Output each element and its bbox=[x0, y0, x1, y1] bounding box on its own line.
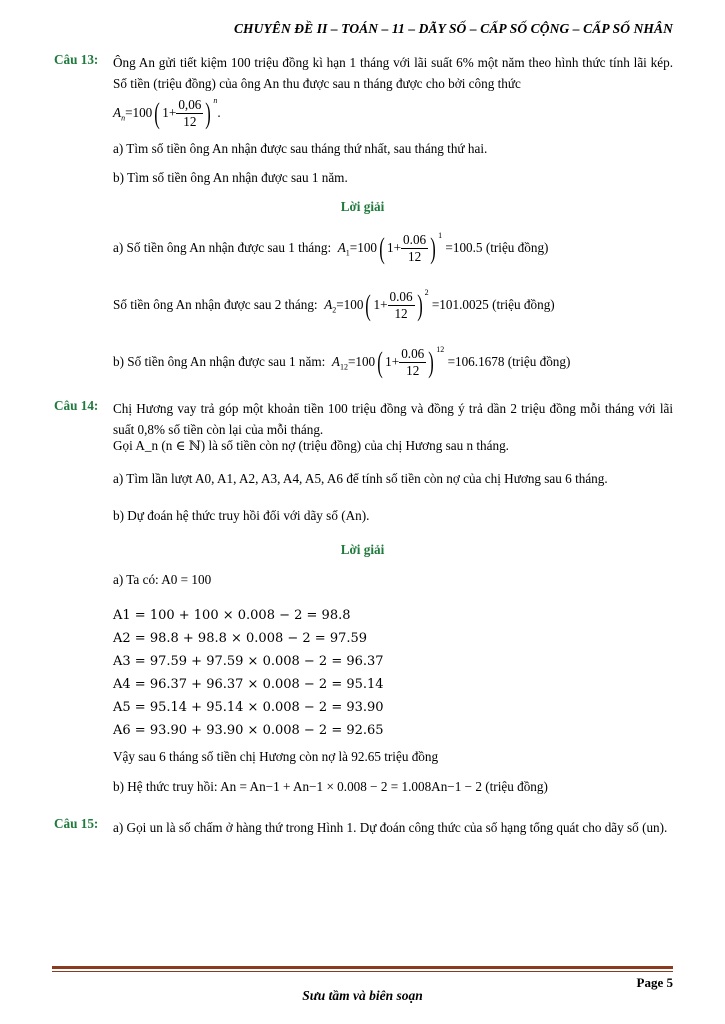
footer-note: Sưu tầm và biên soạn bbox=[302, 988, 423, 1003]
step-row: A4 = 96.37 + 96.37 × 0.008 − 2 = 95.14 bbox=[113, 677, 384, 692]
question-13-part-b: b) Tìm số tiền ông An nhận được sau 1 năm. bbox=[113, 170, 348, 185]
question-13-label: Câu 13: bbox=[54, 52, 99, 67]
step-row: A6 = 93.90 + 93.90 × 0.008 − 2 = 92.65 bbox=[113, 723, 384, 738]
question-14-solution-title: Lời giải bbox=[340, 542, 385, 557]
question-15-label: Câu 15: bbox=[54, 816, 99, 831]
page-number: Page 5 bbox=[636, 975, 673, 990]
question-14-a0: a) Ta có: A0 = 100 bbox=[113, 572, 212, 587]
question-13-solution-3: b) Số tiền ông An nhận được sau 1 năm: $A_{12}=100$( 1+ $\frac{0.06}{12}$ ) $^{12}$ =106.1678 (triệu đồng) bbox=[113, 345, 571, 379]
question-15-text: a) Gọi un là số chấm ở hàng thứ trong Hình 1. Dự đoán công thức của số hạng tổng quát cho dãy số (un). bbox=[113, 820, 668, 835]
question-14-part-b: b) Dự đoán hệ thức truy hồi đối với dãy số (An). bbox=[113, 508, 370, 523]
question-13-intro: Ông An gửi tiết kiệm 100 triệu đồng kì hạn 1 tháng với lãi suất 6% một năm theo hình thức tính lãi kép. Số tiền (triệu đồng) của ông An thu được sau n tháng được cho bởi công thức bbox=[113, 55, 673, 91]
footer-rule bbox=[52, 966, 673, 969]
step-row: A3 = 97.59 + 97.59 × 0.008 − 2 = 96.37 bbox=[113, 654, 384, 669]
step-row: A1 = 100 + 100 × 0.008 − 2 = 98.8 bbox=[113, 608, 351, 623]
step-row: A2 = 98.8 + 98.8 × 0.008 − 2 = 97.59 bbox=[113, 631, 368, 646]
step-row: A5 = 95.14 + 95.14 × 0.008 − 2 = 93.90 bbox=[113, 700, 384, 715]
question-13-formula: $A_n=100$( 1+ $\frac{0,06}{12}$ ) $^n$. bbox=[113, 96, 221, 130]
question-13-solution-2: Số tiền ông An nhận được sau 2 tháng: $A_2=100$( 1+ $\frac{0.06}{12}$ ) $^2$ =101.0025 (triệu đồng) bbox=[113, 288, 555, 322]
question-13-solution-1: a) Số tiền ông An nhận được sau 1 tháng: $A_1=100$( 1+ $\frac{0.06}{12}$ ) $^1$ =100.5 (triệu đồng) bbox=[113, 231, 549, 265]
question-14-recurrence: b) Hệ thức truy hồi: An = An−1 + An−1 × 0.008 − 2 = 1.008An−1 − 2 (triệu đồng) bbox=[113, 779, 548, 794]
page-header: CHUYÊN ĐỀ II – TOÁN – 11 – DÃY SỐ – CẤP SỐ CỘNG – CẤP SỐ NHÂN bbox=[233, 21, 673, 36]
question-14-conclusion: Vậy sau 6 tháng số tiền chị Hương còn nợ là 92.65 triệu đồng bbox=[113, 749, 439, 764]
question-14-label: Câu 14: bbox=[54, 398, 99, 413]
question-13-part-a: a) Tìm số tiền ông An nhận được sau tháng thứ nhất, sau tháng thứ hai. bbox=[113, 141, 488, 156]
question-14-intro: Chị Hương vay trả góp một khoản tiền 100 triệu đồng và đồng ý trả dần 2 triệu đồng mỗi tháng với lãi suất 0,8% số tiền còn lại của mỗi tháng. bbox=[113, 401, 673, 437]
footer-rule-thin bbox=[52, 971, 673, 972]
question-13-solution-title: Lời giải bbox=[340, 199, 385, 214]
question-14-steps bbox=[113, 604, 384, 742]
question-14-part-a: a) Tìm lần lượt A0, A1, A2, A3, A4, A5, A6 để tính số tiền còn nợ của chị Hương sau 6 tháng. bbox=[113, 471, 608, 486]
question-14-define: Gọi A_n (n ∈ ℕ) là số tiền còn nợ (triệu đồng) của chị Hương sau n tháng. bbox=[113, 438, 509, 453]
